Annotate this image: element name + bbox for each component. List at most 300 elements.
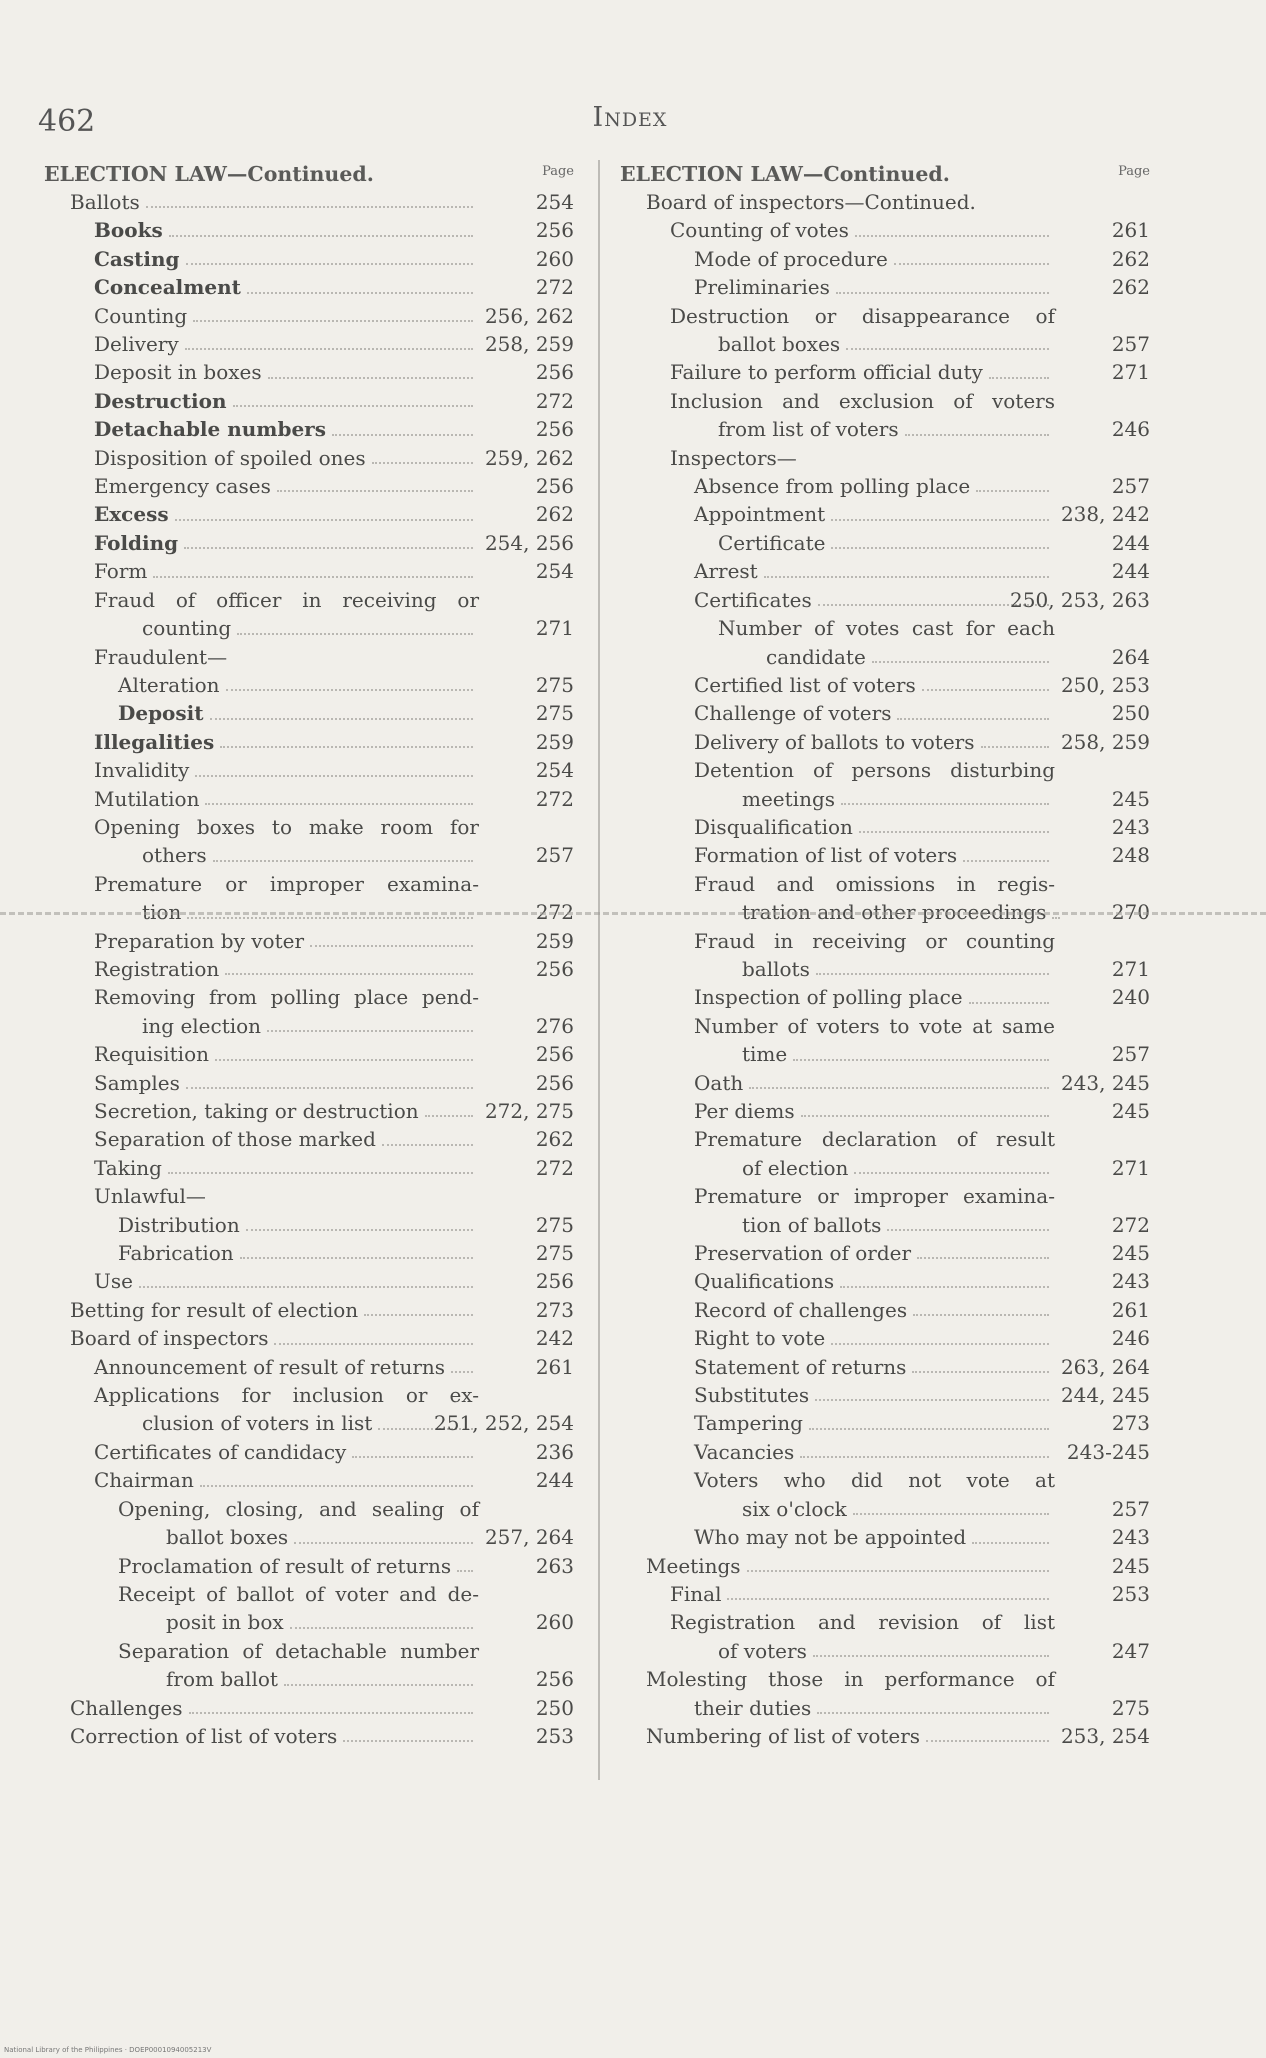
entry-text: Tampering bbox=[694, 1411, 803, 1436]
dot-leader bbox=[981, 746, 1049, 748]
index-entry bbox=[620, 1438, 1150, 1466]
entry-text: Molesting those in performance of bbox=[646, 1667, 1055, 1692]
entry-text: Counting of votes bbox=[670, 218, 849, 243]
dot-leader bbox=[813, 1655, 1049, 1657]
entry-page-ref: 264 bbox=[1111, 644, 1150, 669]
dot-leader bbox=[976, 490, 1049, 492]
index-entry bbox=[620, 358, 1150, 386]
index-column-right bbox=[620, 158, 1150, 1750]
fold-crease bbox=[0, 912, 1266, 915]
column-divider bbox=[598, 160, 600, 1780]
index-entry bbox=[44, 813, 574, 870]
entry-text: Fraud of officer in receiving or bbox=[94, 587, 479, 612]
column-header bbox=[44, 158, 574, 188]
dot-leader bbox=[817, 1712, 1049, 1714]
entry-page-ref: 242 bbox=[535, 1326, 574, 1351]
entry-text: Alteration bbox=[118, 672, 220, 697]
index-entry bbox=[620, 1409, 1150, 1437]
index-entry bbox=[620, 870, 1150, 927]
entry-text: Form bbox=[94, 559, 148, 584]
entry-text: Oath bbox=[694, 1070, 744, 1095]
index-entry bbox=[620, 1267, 1150, 1295]
entry-text: Opening boxes to make room for bbox=[94, 814, 479, 839]
index-entry bbox=[620, 1722, 1150, 1750]
page-column-label: Page bbox=[1118, 164, 1150, 179]
index-entry bbox=[620, 1012, 1150, 1069]
entry-text: Separation of those marked bbox=[94, 1127, 376, 1152]
dot-leader bbox=[831, 547, 1049, 549]
entry-text: Number of votes cast for each bbox=[718, 616, 1055, 641]
entry-text: Unlawful— bbox=[94, 1184, 206, 1209]
index-entry bbox=[620, 500, 1150, 528]
entry-text: Mutilation bbox=[94, 786, 200, 811]
index-entry bbox=[44, 216, 574, 244]
entry-text: Premature or improper examina- bbox=[694, 1184, 1055, 1209]
entry-page-ref: 253 bbox=[535, 1723, 574, 1748]
index-entry bbox=[44, 728, 574, 756]
dot-leader bbox=[749, 1087, 1049, 1089]
index-entry bbox=[44, 557, 574, 585]
entry-continuation: clusion of voters in list bbox=[142, 1411, 373, 1436]
index-entry bbox=[44, 1381, 574, 1438]
entry-page-ref: 272, 275 bbox=[484, 1099, 574, 1123]
index-entry bbox=[44, 1040, 574, 1068]
dot-leader bbox=[267, 1030, 473, 1032]
index-entry bbox=[44, 415, 574, 443]
entry-continuation: ballot boxes bbox=[718, 332, 841, 357]
index-entry bbox=[44, 245, 574, 273]
entry-page-ref: 250, 253 bbox=[1060, 672, 1150, 697]
dot-leader bbox=[372, 462, 473, 464]
entry-page-ref: 256 bbox=[535, 1070, 574, 1095]
entry-text: Meetings bbox=[646, 1553, 741, 1578]
dot-leader bbox=[764, 576, 1049, 578]
dot-leader bbox=[233, 405, 473, 407]
index-entry bbox=[620, 728, 1150, 756]
entry-continuation: time bbox=[742, 1042, 788, 1067]
index-entry bbox=[620, 1580, 1150, 1608]
dot-leader bbox=[200, 1485, 473, 1487]
entry-text: Secretion, taking or destruction bbox=[94, 1099, 419, 1123]
entry-text: Appointment bbox=[694, 502, 826, 527]
dot-leader bbox=[237, 633, 473, 635]
entry-text: Opening, closing, and sealing of bbox=[118, 1496, 479, 1521]
dot-leader bbox=[153, 576, 473, 578]
entry-text: Illegalities bbox=[94, 729, 215, 754]
entry-page-ref: 256 bbox=[535, 360, 574, 385]
index-entry bbox=[620, 1523, 1150, 1551]
entry-text: Distribution bbox=[118, 1212, 240, 1237]
entry-page-ref: 243 bbox=[1111, 1525, 1150, 1550]
dot-leader bbox=[854, 1172, 1049, 1174]
index-entry bbox=[44, 1239, 574, 1267]
entry-page-ref: 247 bbox=[1111, 1638, 1150, 1663]
entry-page-ref: 272 bbox=[535, 900, 574, 925]
entry-page-ref: 275 bbox=[535, 1241, 574, 1266]
dot-leader bbox=[193, 320, 473, 322]
dot-leader bbox=[859, 831, 1049, 833]
index-entry bbox=[44, 1722, 574, 1750]
entry-page-ref: 250 bbox=[535, 1695, 574, 1720]
entry-page-ref: 272 bbox=[1111, 1212, 1150, 1237]
entry-text: Premature declaration of result bbox=[694, 1127, 1055, 1152]
index-entry bbox=[620, 841, 1150, 869]
entry-continuation: ballot boxes bbox=[166, 1525, 289, 1550]
dot-leader bbox=[969, 1002, 1049, 1004]
entry-text: Certificates bbox=[694, 587, 812, 612]
section-heading: ELECTION LAW—Continued. bbox=[44, 162, 374, 186]
dot-leader bbox=[831, 519, 1049, 521]
entry-page-ref: 244, 245 bbox=[1060, 1383, 1150, 1408]
entry-text: Casting bbox=[94, 246, 180, 271]
dot-leader bbox=[294, 1542, 473, 1544]
entry-text: Ballots bbox=[70, 190, 140, 214]
index-entry bbox=[44, 1495, 574, 1552]
dot-leader bbox=[343, 1740, 473, 1742]
index-entry bbox=[620, 1069, 1150, 1097]
entry-text: Detachable numbers bbox=[94, 417, 326, 442]
entry-text: Separation of detachable number bbox=[118, 1638, 479, 1663]
dot-leader bbox=[793, 1059, 1049, 1061]
entry-text: Preliminaries bbox=[694, 275, 830, 300]
entry-text: Delivery of ballots to voters bbox=[694, 729, 975, 754]
entry-page-ref: 275 bbox=[535, 701, 574, 726]
dot-leader bbox=[853, 1513, 1049, 1515]
entry-page-ref: 261 bbox=[1111, 218, 1150, 243]
entry-list bbox=[44, 188, 574, 1750]
dot-leader bbox=[184, 547, 473, 549]
entry-text: Taking bbox=[94, 1155, 162, 1180]
entry-page-ref: 262 bbox=[535, 1127, 574, 1152]
index-entry bbox=[620, 387, 1150, 444]
dot-leader bbox=[247, 292, 473, 294]
dot-leader bbox=[290, 1627, 473, 1629]
entry-page-ref: 256 bbox=[535, 1667, 574, 1692]
dot-leader bbox=[841, 803, 1049, 805]
dot-leader bbox=[186, 1087, 473, 1089]
dot-leader bbox=[972, 1542, 1049, 1544]
entry-text: Excess bbox=[94, 502, 169, 527]
dot-leader bbox=[146, 206, 473, 208]
index-entry bbox=[620, 1552, 1150, 1580]
index-entry bbox=[620, 529, 1150, 557]
dot-leader bbox=[268, 377, 473, 379]
entry-text: Who may not be appointed bbox=[694, 1525, 967, 1550]
entry-page-ref: 244 bbox=[1111, 559, 1150, 584]
entry-page-ref: 254 bbox=[535, 758, 574, 783]
index-entry bbox=[44, 1125, 574, 1153]
index-entry bbox=[44, 1466, 574, 1494]
entry-text: Detention of persons disturbing bbox=[694, 758, 1055, 783]
entry-page-ref: 243 bbox=[1111, 814, 1150, 839]
index-entry bbox=[620, 813, 1150, 841]
index-entry bbox=[44, 1353, 574, 1381]
dot-leader bbox=[168, 1172, 473, 1174]
entry-page-ref: 261 bbox=[535, 1354, 574, 1379]
entry-page-ref: 273 bbox=[1111, 1411, 1150, 1436]
dot-leader bbox=[747, 1570, 1049, 1572]
index-entry bbox=[44, 756, 574, 784]
dot-leader bbox=[210, 718, 474, 720]
dot-leader bbox=[213, 860, 473, 862]
index-entry bbox=[620, 1182, 1150, 1239]
entry-text: Substitutes bbox=[694, 1383, 810, 1408]
entry-text: Statement of returns bbox=[694, 1354, 907, 1379]
entry-text: Fabrication bbox=[118, 1241, 234, 1266]
entry-text: Counting bbox=[94, 303, 188, 328]
index-entry bbox=[620, 756, 1150, 813]
entry-page-ref: 254, 256 bbox=[484, 530, 574, 555]
entry-text: Challenge of voters bbox=[694, 701, 892, 726]
dot-leader bbox=[922, 689, 1049, 691]
entry-page-ref: 256 bbox=[535, 474, 574, 499]
entry-text: Applications for inclusion or ex- bbox=[94, 1383, 479, 1408]
entry-continuation: ing election bbox=[142, 1013, 262, 1038]
entry-page-ref: 257 bbox=[1111, 474, 1150, 499]
entry-text: Fraudulent— bbox=[94, 644, 228, 669]
entry-continuation: others bbox=[142, 843, 207, 868]
entry-text: Betting for result of election bbox=[70, 1297, 359, 1322]
index-entry bbox=[620, 1097, 1150, 1125]
entry-page-ref: 271 bbox=[1111, 956, 1150, 981]
entry-text: Board of inspectors bbox=[70, 1326, 269, 1351]
entry-text: Premature or improper examina- bbox=[94, 871, 479, 896]
entry-page-ref: 238, 242 bbox=[1060, 502, 1150, 527]
dot-leader bbox=[451, 1371, 473, 1373]
dot-leader bbox=[274, 1343, 473, 1345]
entry-page-ref: 240 bbox=[1111, 985, 1150, 1010]
entry-page-ref: 276 bbox=[535, 1013, 574, 1038]
index-entry bbox=[620, 188, 1150, 216]
dot-leader bbox=[887, 1229, 1049, 1231]
entry-page-ref: 254 bbox=[535, 190, 574, 214]
entry-text: Record of challenges bbox=[694, 1297, 908, 1322]
index-entry bbox=[620, 699, 1150, 727]
dot-leader bbox=[332, 434, 473, 436]
entry-text: Preparation by voter bbox=[94, 928, 305, 953]
entry-text: Registration and revision of list bbox=[670, 1610, 1055, 1635]
entry-page-ref: 275 bbox=[535, 672, 574, 697]
entry-text: Invalidity bbox=[94, 758, 190, 783]
dot-leader bbox=[175, 519, 473, 521]
entry-page-ref: 257 bbox=[1111, 1042, 1150, 1067]
dot-leader bbox=[310, 945, 473, 947]
dot-leader bbox=[926, 1740, 1049, 1742]
entry-continuation: meetings bbox=[742, 786, 836, 811]
index-entry bbox=[620, 671, 1150, 699]
entry-text: Inspection of polling place bbox=[694, 985, 963, 1010]
entry-text: Folding bbox=[94, 530, 179, 555]
dot-leader bbox=[220, 746, 473, 748]
entry-page-ref: 256 bbox=[535, 417, 574, 442]
entry-text: Books bbox=[94, 218, 163, 243]
index-entry bbox=[44, 643, 574, 671]
entry-continuation: ballots bbox=[742, 956, 810, 981]
entry-page-ref: 250, 253, 263 bbox=[1010, 587, 1150, 612]
index-entry bbox=[44, 955, 574, 983]
entry-page-ref: 270 bbox=[1111, 900, 1150, 925]
index-entry bbox=[44, 1438, 574, 1466]
entry-page-ref: 245 bbox=[1111, 1099, 1150, 1123]
index-entry bbox=[44, 870, 574, 927]
entry-continuation: of election bbox=[742, 1155, 849, 1180]
index-entry bbox=[620, 1665, 1150, 1722]
entry-text: Right to vote bbox=[694, 1326, 826, 1351]
entry-page-ref: 259 bbox=[535, 928, 574, 953]
dot-leader bbox=[139, 1286, 473, 1288]
index-entry bbox=[44, 699, 574, 727]
dot-leader bbox=[205, 803, 473, 805]
entry-page-ref: 258, 259 bbox=[1060, 729, 1150, 754]
index-entry bbox=[44, 330, 574, 358]
entry-text: Fraud in receiving or counting bbox=[694, 928, 1055, 953]
dot-leader bbox=[963, 860, 1049, 862]
index-entry bbox=[44, 1637, 574, 1694]
index-entry bbox=[620, 273, 1150, 301]
dot-leader bbox=[809, 1428, 1049, 1430]
entry-text: Removing from polling place pend- bbox=[94, 985, 479, 1010]
index-entry bbox=[620, 1125, 1150, 1182]
entry-page-ref: 243, 245 bbox=[1060, 1070, 1150, 1095]
entry-text: Registration bbox=[94, 956, 220, 981]
dot-leader bbox=[195, 775, 473, 777]
entry-page-ref: 257 bbox=[535, 843, 574, 868]
section-heading: ELECTION LAW—Continued. bbox=[620, 162, 950, 186]
entry-page-ref: 254 bbox=[535, 559, 574, 584]
entry-text: Certificates of candidacy bbox=[94, 1439, 347, 1464]
entry-text: Receipt of ballot of voter and de- bbox=[118, 1581, 479, 1606]
dot-leader bbox=[284, 1684, 473, 1686]
entry-text: Deposit in boxes bbox=[94, 360, 262, 385]
entry-continuation: tion of ballots bbox=[742, 1212, 882, 1237]
index-entry bbox=[620, 557, 1150, 585]
entry-page-ref: 275 bbox=[1111, 1695, 1150, 1720]
entry-continuation: tration and other proceedings bbox=[742, 900, 1047, 925]
entry-text: Chairman bbox=[94, 1468, 194, 1493]
entry-text: Inclusion and exclusion of voters bbox=[670, 388, 1055, 413]
dot-leader bbox=[225, 973, 473, 975]
dot-leader bbox=[277, 490, 473, 492]
dot-leader bbox=[917, 1257, 1049, 1259]
index-entry bbox=[44, 1097, 574, 1125]
dot-leader bbox=[855, 235, 1049, 237]
entry-continuation: from list of voters bbox=[718, 417, 899, 442]
page-number: 462 bbox=[38, 104, 96, 139]
entry-page-ref: 236 bbox=[535, 1439, 574, 1464]
index-entry bbox=[44, 1552, 574, 1580]
entry-text: Per diems bbox=[694, 1099, 795, 1123]
entry-continuation: counting bbox=[142, 616, 232, 641]
entry-page-ref: 248 bbox=[1111, 843, 1150, 868]
entry-page-ref: 243 bbox=[1111, 1269, 1150, 1294]
scan-credit: National Library of the Philippines · DOEP0001094005213V bbox=[4, 2046, 212, 2054]
entry-continuation: candidate bbox=[766, 644, 866, 669]
entry-page-ref: 257 bbox=[1111, 1496, 1150, 1521]
index-entry bbox=[44, 1267, 574, 1295]
entry-text: Destruction or disappearance of bbox=[670, 303, 1055, 328]
dot-leader bbox=[246, 1229, 473, 1231]
dot-leader bbox=[187, 917, 473, 919]
entry-page-ref: 260 bbox=[535, 1610, 574, 1635]
dot-leader bbox=[831, 1343, 1049, 1345]
entry-continuation: their duties bbox=[694, 1695, 812, 1720]
index-entry bbox=[44, 1069, 574, 1097]
entry-text: Mode of procedure bbox=[694, 246, 888, 271]
dot-leader bbox=[801, 1115, 1049, 1117]
entry-page-ref: 257, 264 bbox=[484, 1525, 574, 1550]
index-entry bbox=[620, 1381, 1150, 1409]
index-entry bbox=[620, 1239, 1150, 1267]
dot-leader bbox=[189, 1712, 473, 1714]
index-entry bbox=[620, 586, 1150, 614]
entry-text: Deposit bbox=[118, 701, 204, 726]
index-entry bbox=[620, 983, 1150, 1011]
index-entry bbox=[620, 1296, 1150, 1324]
dot-leader bbox=[840, 1286, 1049, 1288]
entry-text: Requisition bbox=[94, 1042, 209, 1067]
entry-text: Certified list of voters bbox=[694, 672, 916, 697]
dot-leader bbox=[364, 1314, 473, 1316]
index-entry bbox=[44, 500, 574, 528]
entry-text: Arrest bbox=[694, 559, 758, 584]
entry-page-ref: 245 bbox=[1111, 786, 1150, 811]
entry-text: Final bbox=[670, 1581, 722, 1606]
entry-page-ref: 259, 262 bbox=[484, 445, 574, 470]
entry-page-ref: 256 bbox=[535, 1269, 574, 1294]
dot-leader bbox=[897, 718, 1049, 720]
dot-leader bbox=[872, 661, 1049, 663]
index-entry bbox=[620, 1466, 1150, 1523]
entry-page-ref: 243-245 bbox=[1066, 1439, 1150, 1464]
entry-page-ref: 262 bbox=[535, 502, 574, 527]
dot-leader bbox=[913, 1314, 1049, 1316]
entry-text: Correction of list of voters bbox=[70, 1723, 338, 1748]
entry-text: Destruction bbox=[94, 388, 227, 413]
index-entry bbox=[620, 1324, 1150, 1352]
page-column-label: Page bbox=[542, 164, 574, 179]
dot-leader bbox=[185, 348, 473, 350]
index-entry bbox=[620, 302, 1150, 359]
index-entry bbox=[44, 586, 574, 643]
entry-page-ref: 275 bbox=[535, 1212, 574, 1237]
index-entry bbox=[44, 444, 574, 472]
entry-page-ref: 256, 262 bbox=[484, 303, 574, 328]
dot-leader bbox=[815, 1399, 1049, 1401]
index-entry bbox=[44, 273, 574, 301]
entry-page-ref: 256 bbox=[535, 218, 574, 243]
entry-page-ref: 263 bbox=[535, 1553, 574, 1578]
index-entry bbox=[44, 188, 574, 216]
dot-leader bbox=[425, 1115, 473, 1117]
entry-page-ref: 256 bbox=[535, 956, 574, 981]
entry-text: Use bbox=[94, 1269, 133, 1294]
entry-page-ref: 260 bbox=[535, 246, 574, 271]
index-entry bbox=[44, 1182, 574, 1210]
entry-page-ref: 263, 264 bbox=[1060, 1354, 1150, 1379]
index-entry bbox=[44, 1580, 574, 1637]
index-entry bbox=[620, 1608, 1150, 1665]
dot-leader bbox=[382, 1144, 473, 1146]
entry-page-ref: 245 bbox=[1111, 1241, 1150, 1266]
entry-text: Disqualification bbox=[694, 814, 853, 839]
index-entry bbox=[620, 1353, 1150, 1381]
entry-page-ref: 251, 252, 254 bbox=[434, 1411, 574, 1436]
dot-leader bbox=[894, 263, 1049, 265]
dot-leader bbox=[352, 1456, 473, 1458]
dot-leader bbox=[912, 1371, 1049, 1373]
index-entry bbox=[44, 1154, 574, 1182]
dot-leader bbox=[169, 235, 473, 237]
